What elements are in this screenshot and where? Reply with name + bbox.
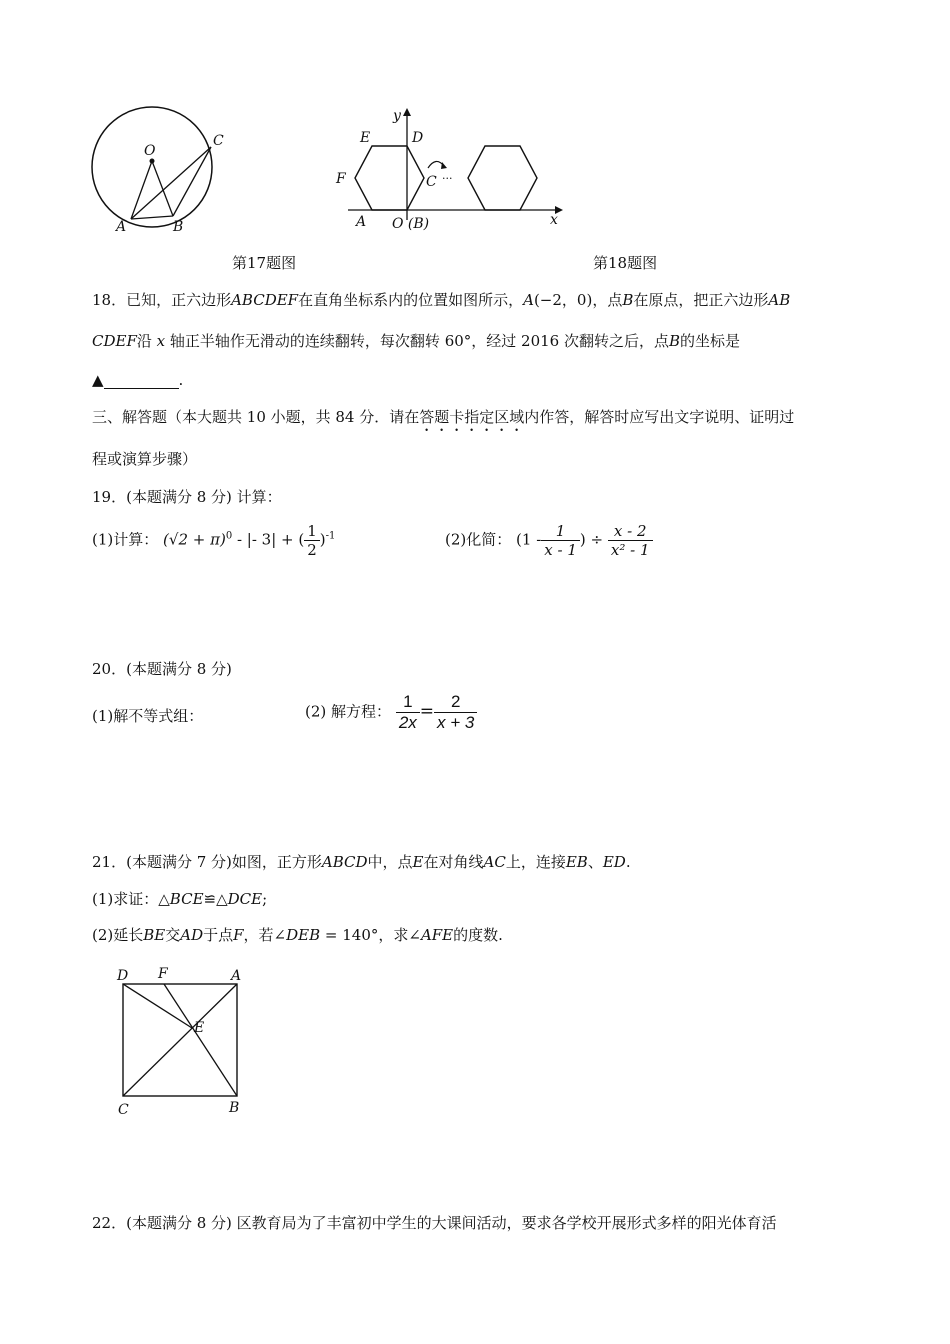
text: (1)求证：△ [92,890,170,908]
q19-title: 19．(本题满分 8 分) 计算： [92,488,282,506]
q19-part1 [92,522,335,559]
label-d: D [412,130,424,146]
num: 1 [396,692,420,713]
math: ) [579,530,586,549]
text: AD [180,926,204,944]
text: (−2，0)，点 [533,291,623,309]
label-o: O [144,143,156,159]
den: x + 3 [437,713,475,732]
q22-line1: 22．(本题满分 8 分) 区教育局为了丰富初中学生的大课间活动，要求各学校开展形式多样的阳光体育活 [92,1214,777,1232]
num: 1 [304,522,320,541]
caption-fig17: 第17题图 [232,254,297,272]
figure-17-circle [85,95,245,240]
fraction [541,522,580,559]
label-e: E [194,1020,205,1036]
label-c: C [118,1102,129,1118]
text: BCE [169,890,204,908]
text: CDEF [92,332,137,350]
text: ; [262,890,268,908]
text: ABCDEF [231,291,299,309]
label-a: A [356,214,367,230]
label-y: y [393,108,401,124]
text: EB [565,853,588,871]
circle-o [92,107,212,227]
segment-ac [131,147,211,219]
q21-line2 [92,888,267,909]
y-axis-arrow [403,108,411,116]
triangle-mark-icon: ▲ [92,371,104,389]
math: -1 [325,530,336,542]
text: ≌△ [203,890,228,908]
q18-line2 [92,330,740,351]
text: 21．(本题满分 7 分)如图，正方形 [92,853,322,871]
text: 三、解答题（本大题共 10 小题，共 84 分．请在 [92,408,420,426]
text: E [412,853,424,871]
segment-bc [173,147,211,216]
text: . [178,371,184,389]
text: DEB [286,926,321,944]
text: ，若∠ [243,926,287,944]
section3-line1 [92,406,794,435]
label-ob: O (B) [392,216,430,232]
rotate-arrowhead-icon [441,162,447,169]
segment-de [123,984,192,1028]
den: x² - 1 [610,541,650,559]
text: F [233,926,244,944]
segment-bf [164,984,237,1096]
text: AC [483,853,506,871]
math: = [419,701,435,722]
text: 的坐标是 [680,332,741,350]
figure-18-hexagons [330,100,570,240]
text: BE [143,926,166,944]
math: 0 [225,530,233,542]
label-b: B [229,1100,240,1116]
text: (2) 解方程： [305,702,392,721]
diagonal-ac [123,984,237,1096]
text: 、 [587,853,603,871]
text: . [625,853,631,871]
text: (2)延长 [92,926,144,944]
text: x [156,332,166,350]
text: = 140°，求∠ [320,926,421,944]
text: B [669,332,681,350]
text: B [622,291,634,309]
label-f: F [336,171,346,187]
text: 上，连接 [505,853,566,871]
text: ED [602,853,626,871]
math: ) [319,530,326,549]
text: 在原点，把正六边形 [633,291,769,309]
label-d: D [117,968,129,984]
label-c: C [213,133,224,149]
answer-blank[interactable] [104,374,179,389]
hexagon-abcdef [355,146,424,210]
fraction [304,522,320,559]
label-b: B [173,219,184,235]
math: ÷ [590,530,604,549]
label-x: x [550,212,558,228]
text: AB [768,291,791,309]
text: 在对角线 [423,853,484,871]
text: A [523,291,534,309]
text: 18．已知，正六边形 [92,291,232,309]
fraction [434,692,477,733]
den: x - 1 [544,541,577,559]
text: ABCD [321,853,368,871]
segment-ob [152,161,173,216]
math: (1 - [516,530,542,549]
q18-answer-line [92,371,183,389]
math: - |- 3| + ( [232,530,305,549]
text: 轴正半轴作无滑动的连续翻转，每次翻转 60°，经过 2016 次翻转之后，点 [169,332,669,350]
text: 内作答，解答时应写出文字说明、证明过 [524,408,795,426]
caption-fig18: 第18题图 [593,254,658,272]
label-a: A [116,219,127,235]
label-f: F [158,966,168,982]
text: AFE [420,926,454,944]
text: 沿 [136,332,152,350]
den: 2x [398,713,417,732]
text: (1)计算： [92,530,159,549]
den: 2 [307,541,317,559]
q19-part2 [445,522,653,559]
label-c: C [426,174,437,190]
num: x - 2 [608,522,653,541]
q20-title: 20．(本题满分 8 分) [92,660,232,678]
q20-part1: (1)解不等式组： [92,707,204,725]
text: 中，点 [367,853,413,871]
segment-ab [131,216,173,219]
text: 于点 [203,926,234,944]
fraction [396,692,420,733]
text: 交 [165,926,181,944]
q21-line3 [92,924,503,945]
text-emphasized: 答题卡指定区域 [419,408,525,426]
num: 1 [541,522,580,541]
label-e: E [360,130,371,146]
section3-line2: 程或演算步骤） [92,450,198,468]
text: (2)化简： [445,530,512,549]
num: 2 [434,692,477,713]
text: 的度数. [453,926,503,944]
text: DCE [227,890,263,908]
label-a: A [231,968,242,984]
q21-line1 [92,851,631,872]
math: (√2 + π) [163,530,226,549]
hexagon-rolled [468,146,537,210]
figure-21-square [108,962,258,1122]
label-dots: ··· [442,172,453,185]
text: 在直角坐标系内的位置如图所示， [298,291,524,309]
q20-part2 [305,692,477,733]
q18-line1 [92,289,790,310]
fraction [608,522,653,559]
